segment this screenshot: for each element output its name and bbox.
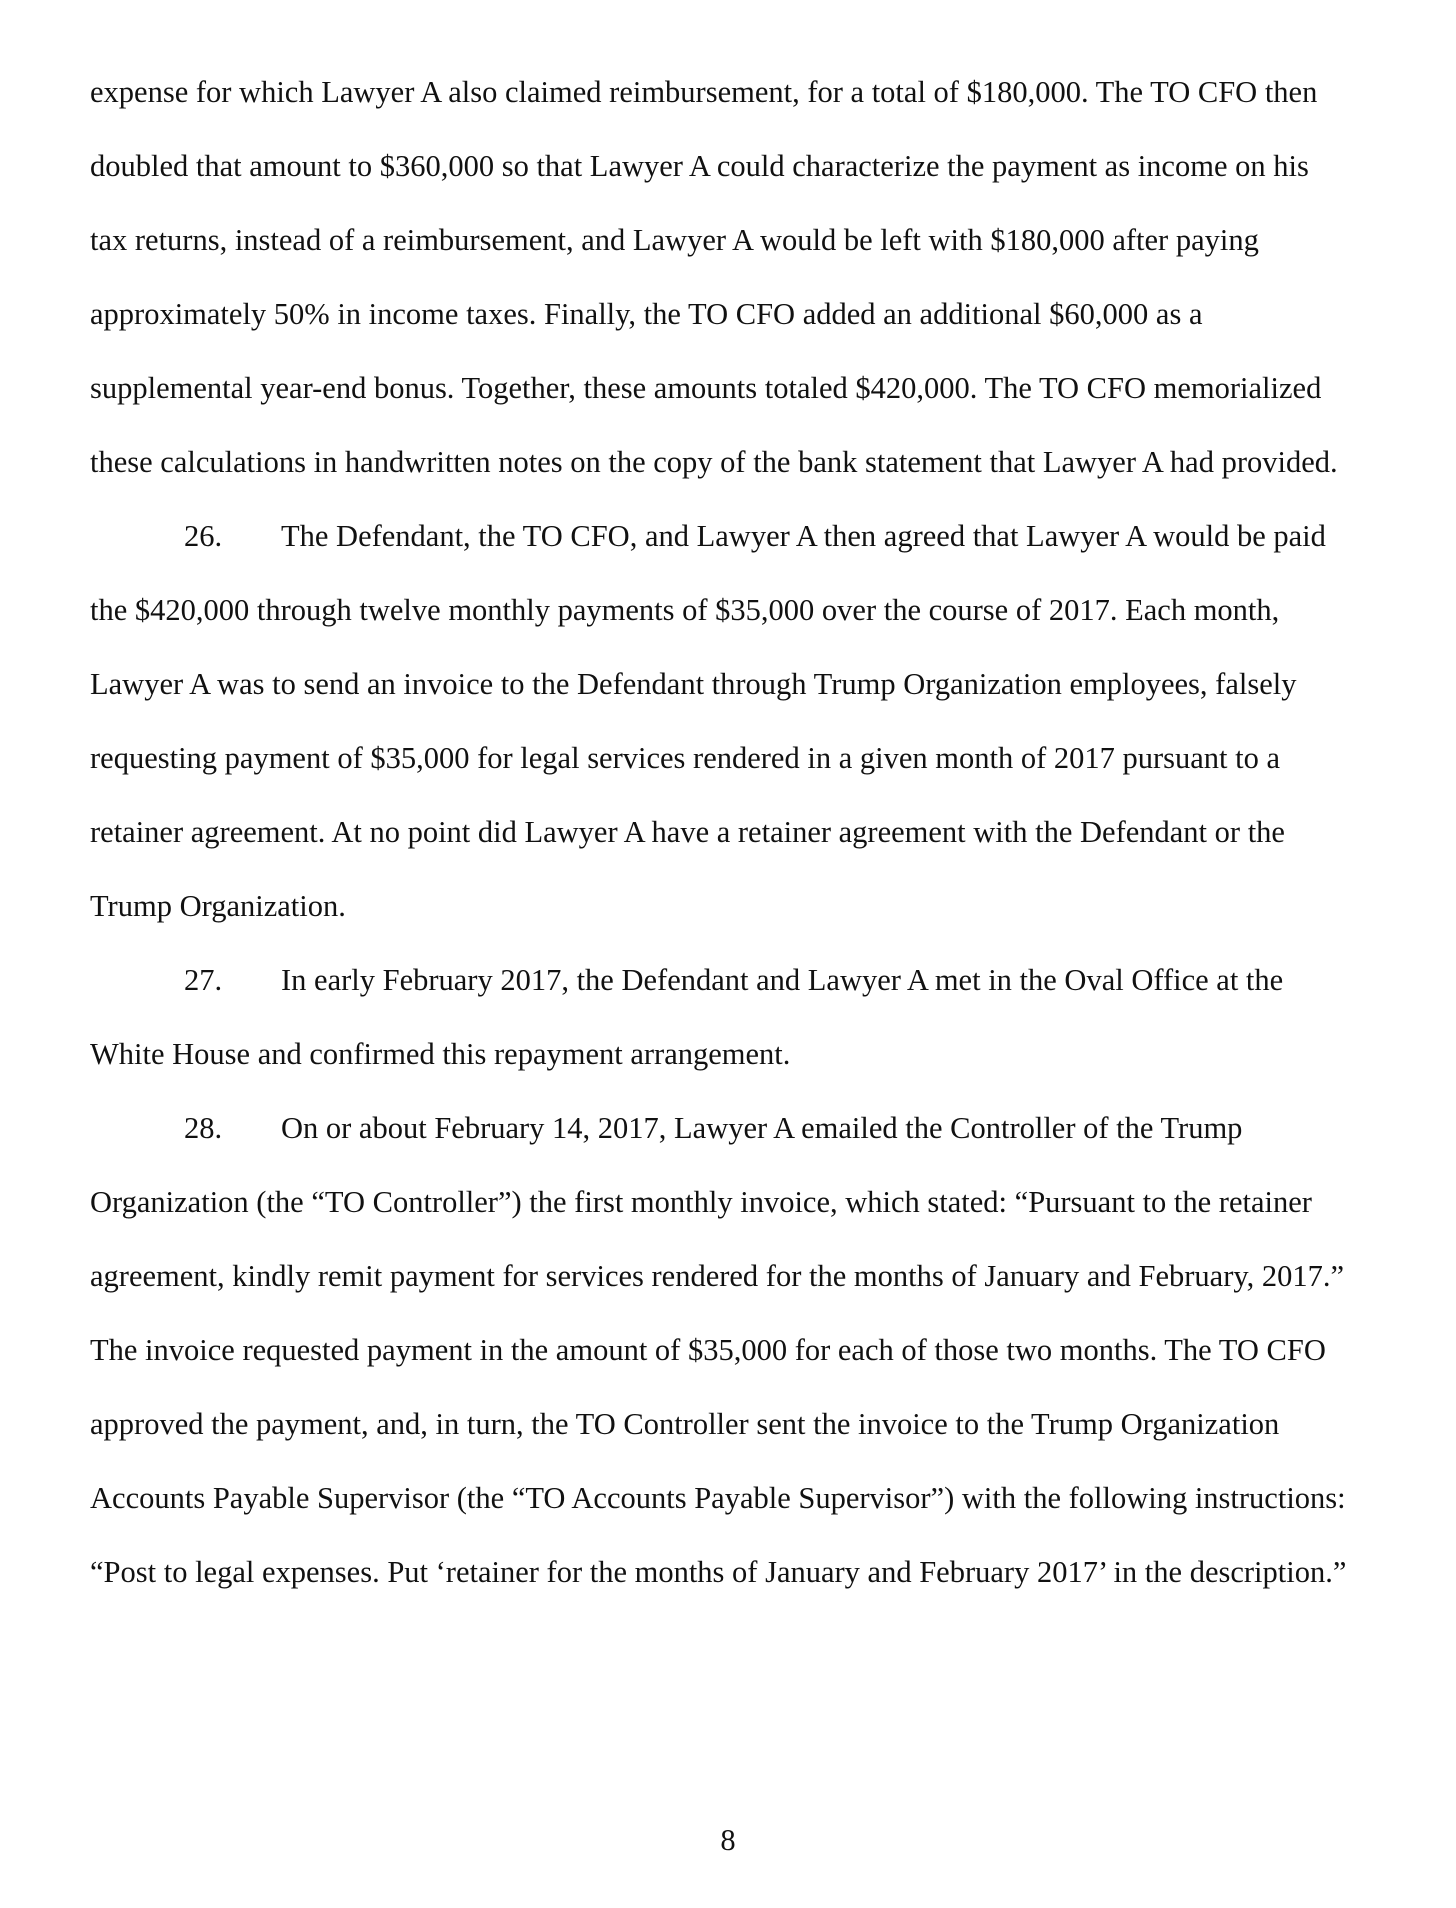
paragraph-number: 28.: [184, 1111, 223, 1145]
paragraph-text: On or about February 14, 2017, Lawyer A emailed the Controller of the Trump Organization (the “TO Controller”) the first monthly invoice, which stated: “Pursuant to the retainer agreement, kindly remit payment for services rendered for the months of January and February, 2017.” The invoice requested payment in the amount of $35,000 for each of those two months. The TO CFO approved the payment, and, in turn, the TO Controller sent the invoice to the Trump Organization Accounts Payable Supervisor (the “TO Accounts Payable Supervisor”) with the following instructions: “Post to legal expenses. Put ‘retainer for the months of January and February 2017’ in the description.”: [90, 1111, 1347, 1589]
paragraph-26: [90, 499, 1350, 943]
page-number: 8: [720, 1823, 736, 1857]
paragraph-27: [90, 943, 1350, 1091]
paragraph-text: In early February 2017, the Defendant and Lawyer A met in the Oval Office at the White House and confirmed this repayment arrangement.: [90, 963, 1284, 1071]
document-body: [90, 55, 1350, 1609]
paragraph-number: 27.: [184, 963, 223, 997]
paragraph-continued: [90, 55, 1350, 499]
paragraph-text: The Defendant, the TO CFO, and Lawyer A then agreed that Lawyer A would be paid the $420,000 through twelve monthly payments of $35,000 over the course of 2017. Each month, Lawyer A was to send an invoice to the Defendant through Trump Organization employees, falsely requesting payment of $35,000 for legal services rendered in a given month of 2017 pursuant to a retainer agreement. At no point did Lawyer A have a retainer agreement with the Defendant or the Trump Organization.: [90, 519, 1326, 923]
paragraph-text: expense for which Lawyer A also claimed reimbursement, for a total of $180,000. The TO CFO then doubled that amount to $360,000 so that Lawyer A could characterize the payment as income on his tax returns, instead of a reimbursement, and Lawyer A would be left with $180,000 after paying approximately 50% in income taxes. Finally, the TO CFO added an additional $60,000 as a supplemental year-end bonus. Together, these amounts totaled $420,000. The TO CFO memorialized these calculations in handwritten notes on the copy of the bank statement that Lawyer A had provided.: [90, 75, 1338, 479]
paragraph-28: [90, 1091, 1350, 1609]
paragraph-number: 26.: [184, 519, 223, 553]
